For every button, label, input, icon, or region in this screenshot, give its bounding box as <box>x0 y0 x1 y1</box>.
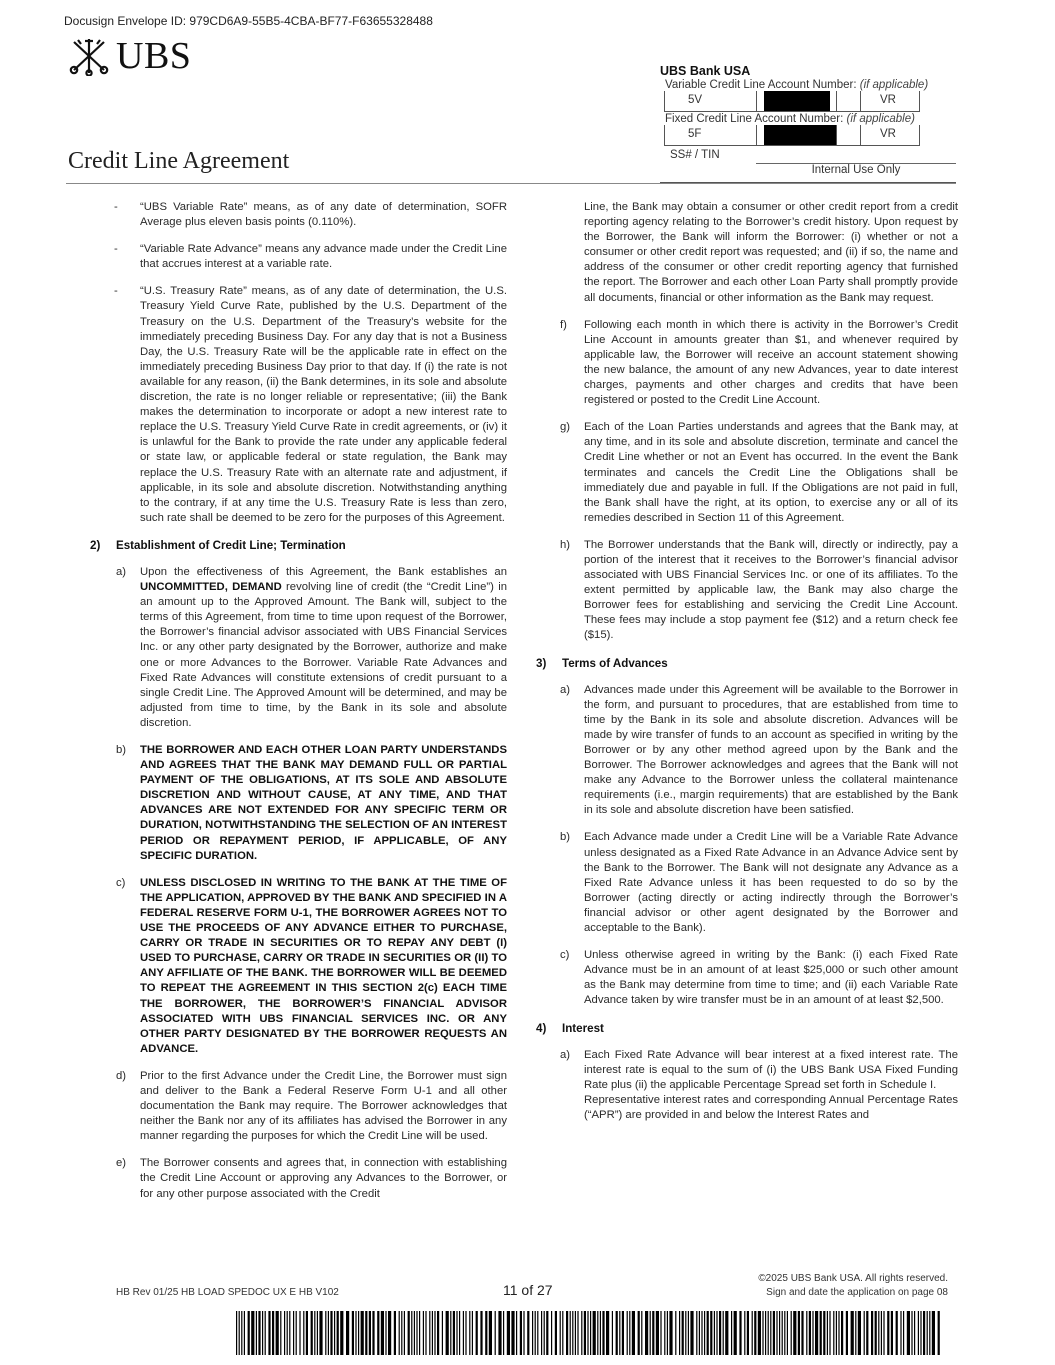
section-2e: e) The Borrower consents and agrees that, in connection with establishing the Credit Line Account or approving any Advances to the Borrower, or for any other purpose associated with the Credit <box>116 1157 507 1200</box>
variable-suffix: VR <box>880 94 896 106</box>
account-box <box>660 64 960 176</box>
section-2-heading: 2) Establishment of Credit Line; Termination <box>90 538 346 552</box>
section-3b: b) Each Advance made under a Credit Line will be a Variable Rate Advance unless designated as a Fixed Rate Advance in an Advance Advice sent by the Bank to the Borrower. The Bank will not designate any Advance as a Fixed Rate Advance unless it has been requested to do so by the Borrower (acting directly or acting indirectly through the Borrower’s financial advisor or other agent designated by the Borrower and acceptable to the Bank). <box>560 831 958 935</box>
section-4-heading: 4) Interest <box>536 1021 604 1035</box>
ssn-tin-label: SS# / TIN <box>670 149 720 161</box>
left-column <box>90 200 507 1214</box>
section-2h: h) The Borrower understands that the Bank will, directly or indirectly, pay a portion of the interest that it receives to the Borrower’s financial advisor associated with UBS Financial Services Inc. or one of its affiliates. To the extent permitted by applicable law, the Bank may also charge the Borrower fees for establishing and servicing the Credit Line Account. These fees may include a stop payment fee ($12) and a return check fee ($15). <box>560 538 958 642</box>
section-2b: b) THE BORROWER AND EACH OTHER LOAN PARTY UNDERSTANDS AND AGREES THAT THE BANK MAY DEMAND FULL OR PARTIAL PAYMENT OF THE OBLIGATIONS, AT ITS SOLE AND ABSOLUTE DISCRETION AND WITHOUT CAUSE, AT ANY TIME, AND THAT ADVANCES ARE NOT EXTENDED FOR ANY SPECIFIC TERM OR DURATION, NOTWITHSTANDING THE SELECTION OF AN INTEREST PERIOD OR REPAYMENT PERIOD, IF APPLICABLE, OF ANY SPECIFIC DURATION. <box>116 744 507 862</box>
section-2d: d) Prior to the first Advance under the Credit Line, the Borrower must sign and deliver to the Bank a Federal Reserve Form U-1 and all other documentation the Bank may require. The Borrower acknowledges that neither the Bank nor any of its affiliates has advised the Borrower in any manner regarding the purposes for which the Credit Line will be used. <box>116 1069 507 1143</box>
definition-us-treasury-rate: - “U.S. Treasury Rate” means, as of any date of determination, the U.S. Treasury Yield Curve Rate, published by the U.S. Department of the Treasury on the U.S. Department of the Treasury’s website for the immediately preceding Business Day. For any day that is not a Business Day, the U.S. Treasury Rate will be the applicable rate in effect on the immediately preceding Business Day prior to that day. If (i) the rate is not available for any reason, (ii) the Bank determines, in its sole and absolute discretion, the rate is no longer reliable or representative; (iii) the Bank makes the determination to incorporate or adopt a new interest rate to replace the U.S. Treasury Yield Curve Rate in credit agreements, or (iv) it is unlawful for the Bank to provide the rate under any applicable federal or state law, or applicable federal or state regulation, the Bank may replace the U.S. Treasury Rate with an alternate rate and adjustment, if applicable, in its sole and absolute discretion. Notwithstanding anything to the contrary, if at any time the U.S. Treasury Rate is less than zero, such rate shall be deemed to be zero for the purposes of this Agreement. <box>114 285 507 524</box>
bank-name: UBS Bank USA <box>660 64 751 78</box>
ubs-logo <box>66 34 191 78</box>
variable-prefix: 5V <box>688 94 703 106</box>
copyright: ©2025 UBS Bank USA. All rights reserved. <box>758 1273 948 1284</box>
section-2g: g) Each of the Loan Parties understands and agrees that the Bank may, at any time, and in its sole and absolute discretion, terminate and cancel the Credit Line whether or not an Event has occurred. In the event the Bank terminates and cancels the Credit Line the Obligations shall be immediately due and payable in full. If the Obligations are not paid in full, the Bank shall have the right, at its option, to exercise any or all of its remedies described in Section 11 of this Agreement. <box>560 421 958 524</box>
variable-account-label: Variable Credit Line Account Number: (if applicable) <box>665 79 929 91</box>
fixed-account-label: Fixed Credit Line Account Number: (if applicable) <box>665 113 915 125</box>
section-2e-continued: Line, the Bank may obtain a consumer or other credit report from a credit reporting agency relating to the Borrower’s credit history. Upon request by the Borrower, the Bank will inform the Borrower: (i) whether or not a consumer or other credit report was requested; and (ii) if so, the name and address of the consumer or other credit reporting agency that furnished the report. The Borrower and each other Loan Party shall promptly provide all documents, financial or other information as the Bank may request. <box>584 201 958 304</box>
fixed-prefix: 5F <box>688 128 702 140</box>
brand-name: UBS <box>116 35 192 77</box>
footer-notes <box>740 1272 948 1300</box>
definition-ubs-variable-rate: - “UBS Variable Rate” means, as of any date of determination, SOFR Average plus eleven basis points (0.110%). <box>114 201 507 229</box>
right-column <box>536 200 958 1135</box>
section-3c: c) Unless otherwise agreed in writing by the Bank: (i) each Fixed Rate Advance must be in an amount of at least $25,000 or such other amount as the Bank may determine from time to time; and (ii) each Variable Rate Advance taken by wire transfer must be in an amount of at least $2,500. <box>560 949 958 1007</box>
section-2a: a) Upon the effectiveness of this Agreement, the Bank establishes an UNCOMMITTED, DEMAND revolving line of credit (the “Credit Line”) in an amount up to the Approved Amount. The Bank will, subject to the terms of this Agreement, from time to time upon request of the Borrower, the Borrower’s financial advisor associated with UBS Financial Services Inc. or any other party designated by the Borrower, authorize and make one or more Advances to the Borrower. Variable Rate Advances and Fixed Rate Advances will constitute extensions of credit pursuant to a single Credit Line. The Approved Amount will be determined, and may be adjusted from time to time, by the Bank in its sole and absolute discretion. <box>116 565 507 729</box>
internal-use-label: Internal Use Only <box>811 164 901 176</box>
variable-account-field[interactable] <box>660 91 960 113</box>
fixed-suffix: VR <box>880 128 896 140</box>
section-2f: f) Following each month in which there is activity in the Borrower’s Credit Line Account in amounts greater than $1, and whenever required by applicable law, the Borrower will receive an account statement showing the new balance, the amount of any new Advances, year to date interest charges, payments and other charges and credits that have been registered or posted to the Credit Line Account. <box>560 318 958 407</box>
envelope-id: Docusign Envelope ID: 979CD6A9-55B5-4CBA-BF77-F63655328488 <box>64 14 433 28</box>
fixed-account-field[interactable] <box>660 125 960 147</box>
page-number: 11 of 27 <box>503 1282 553 1298</box>
barcode <box>236 1311 946 1355</box>
redaction-block <box>764 91 830 111</box>
section-2c: c) UNLESS DISCLOSED IN WRITING TO THE BANK AT THE TIME OF THE APPLICATION, APPROVED BY THE BANK AND SPECIFIED IN A FEDERAL RESERVE FORM U-1, THE BORROWER AGREES NOT TO USE THE PROCEEDS OF ANY ADVANCE EITHER TO PURCHASE, CARRY OR TRADE IN SECURITIES OR TO REPAY ANY DEBT (I) USED TO PURCHASE, CARRY OR TRADE IN SECURITIES OR (II) TO ANY AFFILIATE OF THE BANK. THE BORROWER WILL BE DEEMED TO REPEAT THE AGREEMENT IN THIS SECTION 2(c) EACH TIME THE BORROWER, THE BORROWER’S FINANCIAL ADVISOR ASSOCIATED WITH UBS FINANCIAL SERVICES INC. OR ANY OTHER PARTY DESIGNATED BY THE BORROWER REQUESTS AN ADVANCE. <box>116 876 507 1055</box>
sign-note: Sign and date the application on page 08 <box>766 1287 948 1298</box>
section-4a: a) Each Fixed Rate Advance will bear interest at a fixed interest rate. The interest rate is equal to the sum of (i) the UBS Bank USA Fixed Funding Rate plus (ii) the applicable Percentage Spread set forth in Schedule I. Representative interest rates and corresponding Annual Percentage Rates (“APR”) are provided in and below the Interest Rates and <box>560 1048 958 1121</box>
section-3a: a) Advances made under this Agreement will be available to the Borrower in the form, and pursuant to procedures, that are established from time to time by the Bank in its sole and absolute discretion. Advances will be made by wire transfer of funds to an account as specified in writing by the Borrower or by any other method agreed upon by the Bank and the Borrower. The Borrower acknowledges and agrees that the Bank will not make any Advance to the Borrower unless the collateral maintenance requirements (i.e., margin requirements) that are established by the Bank in its sole and absolute discretion have been satisfied. <box>560 683 958 817</box>
section-3-heading: 3) Terms of Advances <box>536 656 668 670</box>
header-rule <box>66 183 956 184</box>
form-code: HB Rev 01/25 HB LOAD SPEDOC UX E HB V102 <box>116 1287 339 1298</box>
definition-variable-rate-advance: - “Variable Rate Advance” means any advance made under the Credit Line that accrues interest at a variable rate. <box>114 243 507 271</box>
document-title: Credit Line Agreement <box>68 148 290 174</box>
ubs-keys-icon <box>66 36 112 76</box>
redaction-block <box>764 125 836 145</box>
